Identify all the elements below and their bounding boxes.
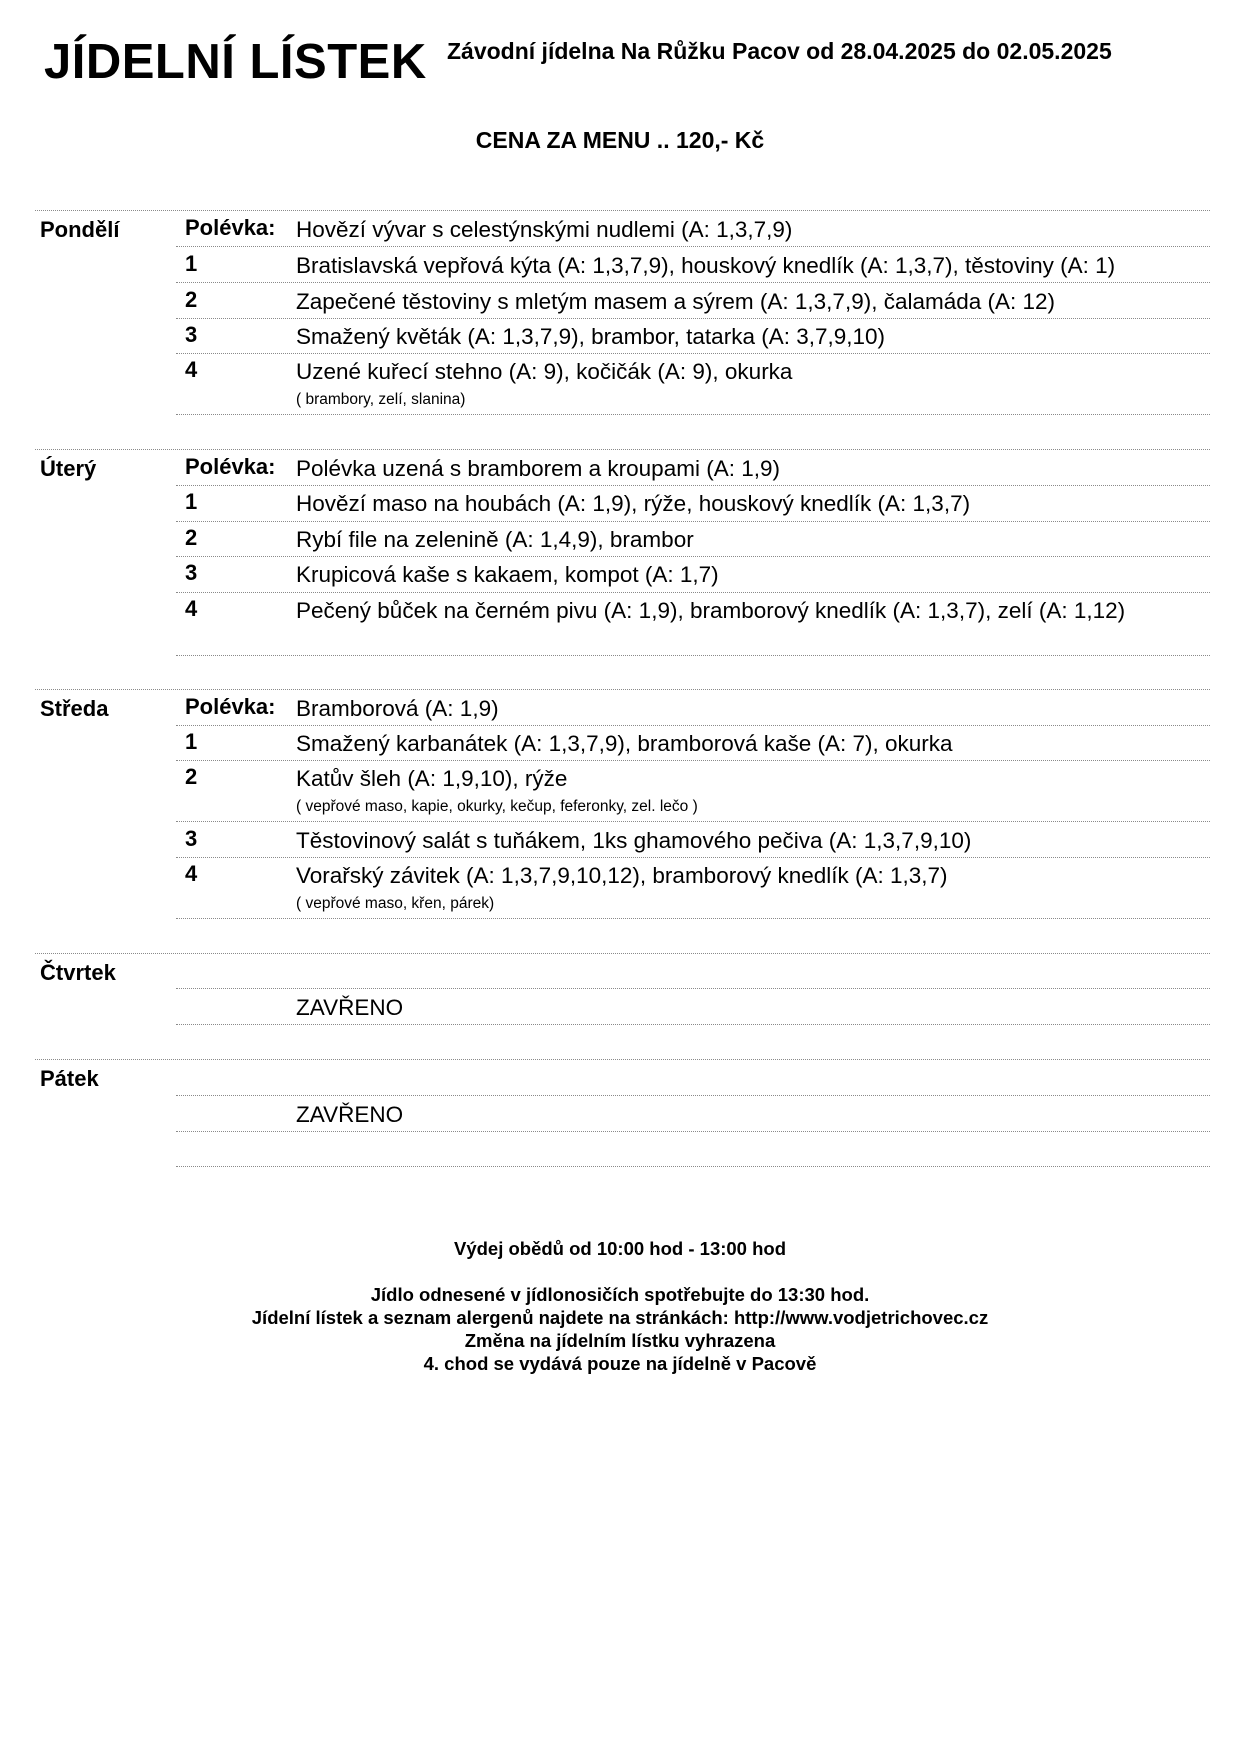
- meal-number: 2: [185, 764, 198, 789]
- divider: [176, 760, 1210, 761]
- meal-monday-2: Zapečené těstoviny s mletým masem a sýrem (A: 1,3,7,9), čalamáda (A: 12): [296, 289, 1056, 314]
- divider: [176, 1095, 1210, 1096]
- divider: [176, 318, 1210, 319]
- meal-number: 4: [185, 861, 198, 886]
- soup-monday: Hovězí vývar s celestýnskými nudlemi (A: 1,3,7,9): [296, 217, 793, 242]
- soup-wednesday: Bramborová (A: 1,9): [296, 696, 499, 721]
- meal-note: ( vepřové maso, kapie, okurky, kečup, feferonky, zel. lečo ): [296, 798, 698, 815]
- footer-line-4: 4. chod se vydává pouze na jídelně v Pacově: [423, 1353, 817, 1374]
- divider: [35, 689, 1210, 690]
- meal-number: 3: [185, 560, 198, 585]
- meal-number: 4: [185, 596, 198, 621]
- meal-wednesday-1: Smažený karbanátek (A: 1,3,7,9), bramborová kaše (A: 7), okurka: [296, 731, 953, 756]
- closed-friday: ZAVŘENO: [296, 1102, 404, 1127]
- day-tuesday: Úterý: [40, 456, 97, 481]
- day-wednesday: Středa: [40, 696, 109, 721]
- soup-label: Polévka:: [185, 454, 276, 479]
- day-monday: Pondělí: [40, 217, 120, 242]
- divider: [176, 1024, 1210, 1025]
- divider: [176, 918, 1210, 919]
- meal-monday-1: Bratislavská vepřová kýta (A: 1,3,7,9), houskový knedlík (A: 1,3,7), těstoviny (A: 1): [296, 253, 1116, 278]
- meal-wednesday-4: Vorařský závitek (A: 1,3,7,9,10,12), bramborový knedlík (A: 1,3,7): [296, 863, 948, 888]
- soup-label: Polévka:: [185, 215, 276, 240]
- meal-note: ( vepřové maso, křen, párek): [296, 895, 495, 912]
- closed-thursday: ZAVŘENO: [296, 995, 404, 1020]
- meal-tuesday-4: Pečený bůček na černém pivu (A: 1,9), bramborový knedlík (A: 1,3,7), zelí (A: 1,12): [296, 598, 1126, 623]
- divider: [176, 521, 1210, 522]
- meal-tuesday-2: Rybí file na zelenině (A: 1,4,9), brambor: [296, 527, 694, 552]
- meal-number: 3: [185, 826, 198, 851]
- divider: [176, 353, 1210, 354]
- divider: [35, 449, 1210, 450]
- divider: [176, 282, 1210, 283]
- canteen-subtitle: Závodní jídelna Na Růžku Pacov od 28.04.2025 do 02.05.2025: [447, 38, 1112, 64]
- meal-number: 3: [185, 322, 198, 347]
- meal-wednesday-2: Katův šleh (A: 1,9,10), rýže: [296, 766, 568, 791]
- meal-monday-3: Smažený květák (A: 1,3,7,9), brambor, tatarka (A: 3,7,9,10): [296, 324, 886, 349]
- footer-line-2: Jídelní lístek a seznam alergenů najdete na stránkách: http://www.vodjetrichovec.cz: [251, 1307, 989, 1328]
- day-friday: Pátek: [40, 1066, 99, 1091]
- divider: [35, 210, 1210, 211]
- divider: [176, 1131, 1210, 1132]
- meal-note: ( brambory, zelí, slanina): [296, 391, 466, 408]
- meal-tuesday-1: Hovězí maso na houbách (A: 1,9), rýže, houskový knedlík (A: 1,3,7): [296, 491, 971, 516]
- day-thursday: Čtvrtek: [40, 960, 116, 985]
- divider: [35, 1059, 1210, 1060]
- divider: [176, 414, 1210, 415]
- page-title: JÍDELNÍ LÍSTEK: [44, 35, 427, 89]
- divider: [176, 655, 1210, 656]
- divider: [176, 988, 1210, 989]
- footer-line-3: Změna na jídelním lístku vyhrazena: [464, 1330, 776, 1351]
- footer-line-1: Jídlo odnesené v jídlonosičích spotřebujte do 13:30 hod.: [370, 1284, 870, 1305]
- divider: [176, 556, 1210, 557]
- divider: [176, 1166, 1210, 1167]
- meal-number: 1: [185, 489, 198, 514]
- divider: [176, 592, 1210, 593]
- divider: [176, 725, 1210, 726]
- meal-number: 2: [185, 287, 198, 312]
- meal-number: 2: [185, 525, 198, 550]
- divider: [35, 953, 1210, 954]
- divider: [176, 246, 1210, 247]
- meal-number: 1: [185, 251, 198, 276]
- soup-label: Polévka:: [185, 694, 276, 719]
- divider: [176, 821, 1210, 822]
- meal-wednesday-3: Těstovinový salát s tuňákem, 1ks ghamového pečiva (A: 1,3,7,9,10): [296, 828, 972, 853]
- meal-tuesday-3: Krupicová kaše s kakaem, kompot (A: 1,7): [296, 562, 719, 587]
- menu-price: CENA ZA MENU .. 120,- Kč: [475, 127, 765, 153]
- soup-tuesday: Polévka uzená s bramborem a kroupami (A: 1,9): [296, 456, 780, 481]
- serving-hours: Výdej obědů od 10:00 hod - 13:00 hod: [453, 1238, 787, 1259]
- meal-number: 1: [185, 729, 198, 754]
- meal-number: 4: [185, 357, 198, 382]
- meal-monday-4: Uzené kuřecí stehno (A: 9), kočičák (A: 9), okurka: [296, 359, 793, 384]
- divider: [176, 857, 1210, 858]
- divider: [176, 485, 1210, 486]
